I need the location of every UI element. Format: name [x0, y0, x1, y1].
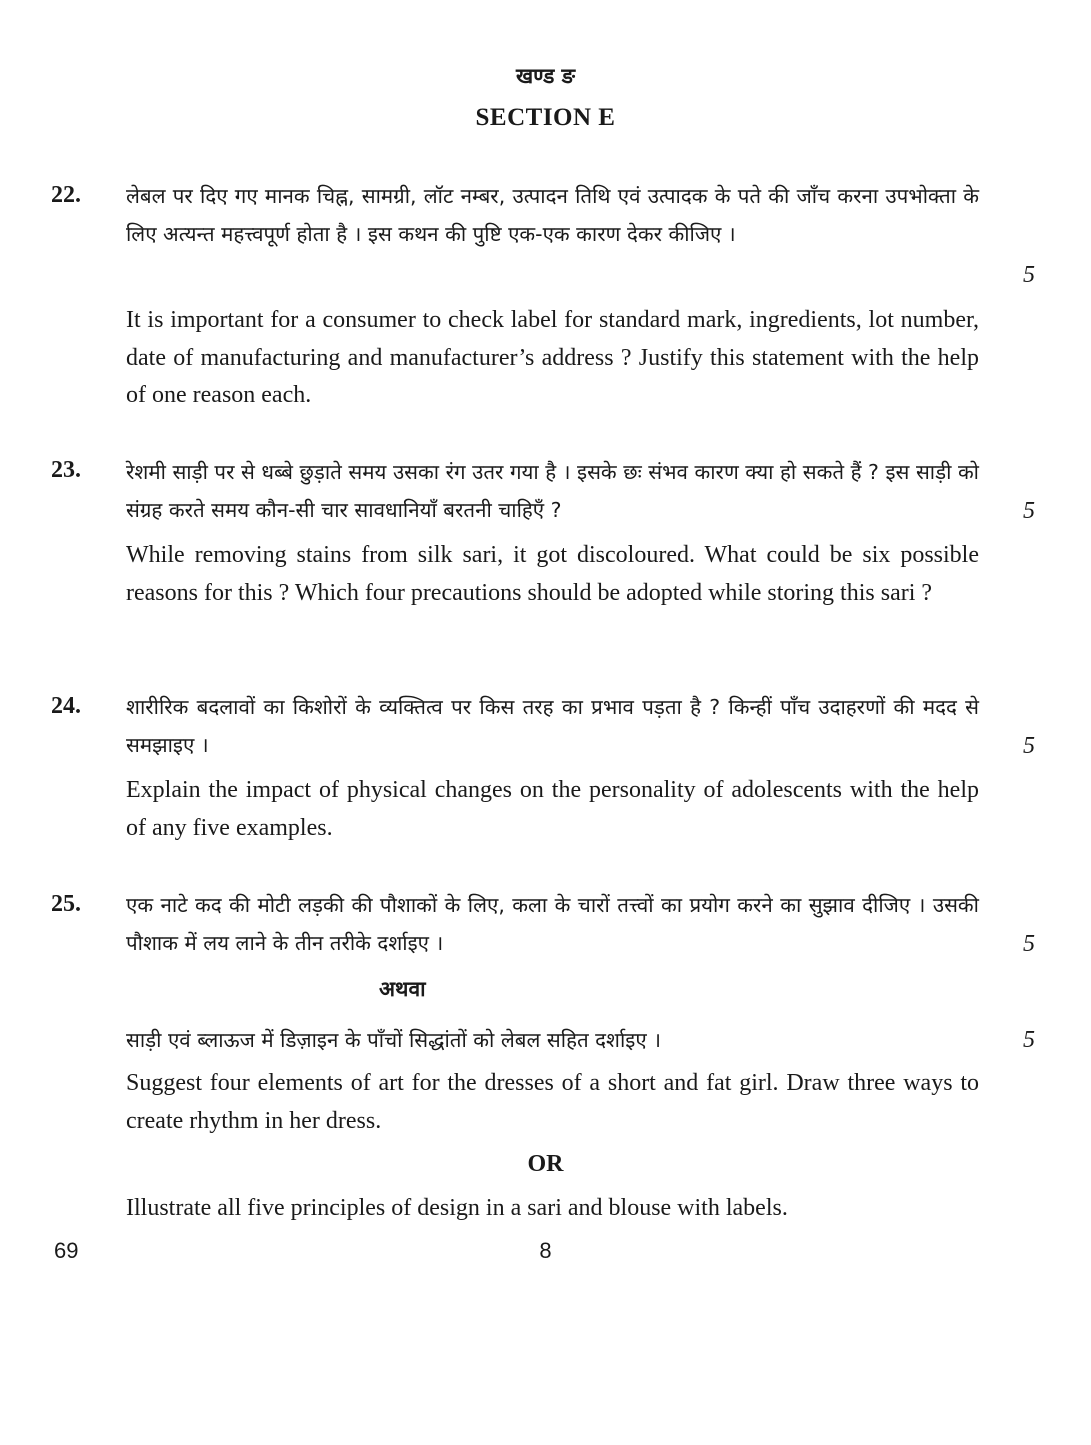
section-title-hindi: खण्ड ङ	[515, 64, 576, 88]
or-label-english: OR	[527, 1151, 564, 1177]
question-22-english: It is important for a consumer to check label for standard mark, ingredients, lot number, date of manufacturing and manufacturer’s address ? Justify this statement with the help of one reason each.	[126, 307, 979, 408]
question-23-marks: 5	[1023, 498, 1035, 524]
question-25-hindi: एक नाटे कद की मोटी लड़की की पौशाकों के लिए, कला के चारों तत्त्वों का प्रयोग करने का सुझाव दीजिए । उसकी पौशाक में लय लाने के तीन तरीके दर्शाइए ।	[126, 893, 979, 955]
question-25-english: Suggest four elements of art for the dresses of a short and fat girl. Draw three ways to create rhythm in her dress.	[126, 1070, 979, 1134]
question-number-22: 22.	[51, 182, 81, 208]
question-25-alt-marks: 5	[1023, 1027, 1035, 1053]
question-25-alt-english: Illustrate all five principles of design in a sari and blouse with labels.	[126, 1195, 788, 1221]
paper-code: 69	[54, 1238, 79, 1263]
page-number: 8	[539, 1238, 552, 1263]
question-number-24: 24.	[51, 693, 81, 719]
question-24-marks: 5	[1023, 733, 1035, 759]
question-25-alt-hindi: साड़ी एवं ब्लाऊज में डिज़ाइन के पाँचों सिद्धांतों को लेबल सहित दर्शाइए ।	[126, 1028, 661, 1052]
question-22-marks: 5	[1023, 262, 1035, 288]
question-number-25: 25.	[51, 891, 81, 917]
question-24-hindi: शारीरिक बदलावों का किशोरों के व्यक्तित्व पर किस तरह का प्रभाव पड़ता है ? किन्हीं पाँच उदाहरणों की मदद से समझाइए ।	[126, 695, 979, 757]
question-22-hindi: लेबल पर दिए गए मानक चिह्न, सामग्री, लॉट नम्बर, उत्पादन तिथि एवं उत्पादक के पते की जाँच करना उपभोक्ता के लिए अत्यन्त महत्त्वपूर्ण होता है । इस कथन की पुष्टि एक-एक कारण देकर कीजिए ।	[126, 184, 979, 246]
question-24-english: Explain the impact of physical changes on the personality of adolescents with the help of any five examples.	[126, 777, 979, 841]
question-25-marks: 5	[1023, 931, 1035, 957]
question-23-english: While removing stains from silk sari, it got discoloured. What could be six possible reasons for this ? Which four precautions should be adopted while storing this sari ?	[126, 542, 979, 606]
question-number-23: 23.	[51, 457, 81, 483]
section-title-english: SECTION E	[475, 104, 616, 131]
question-23-hindi: रेशमी साड़ी पर से धब्बे छुड़ाते समय उसका रंग उतर गया है । इसके छः संभव कारण क्या हो सकते हैं ? इस साड़ी को संग्रह करते समय कौन-सी चार सावधानियाँ बरतनी चाहिएँ ?	[126, 460, 979, 522]
or-label-hindi: अथवा	[379, 977, 426, 1001]
